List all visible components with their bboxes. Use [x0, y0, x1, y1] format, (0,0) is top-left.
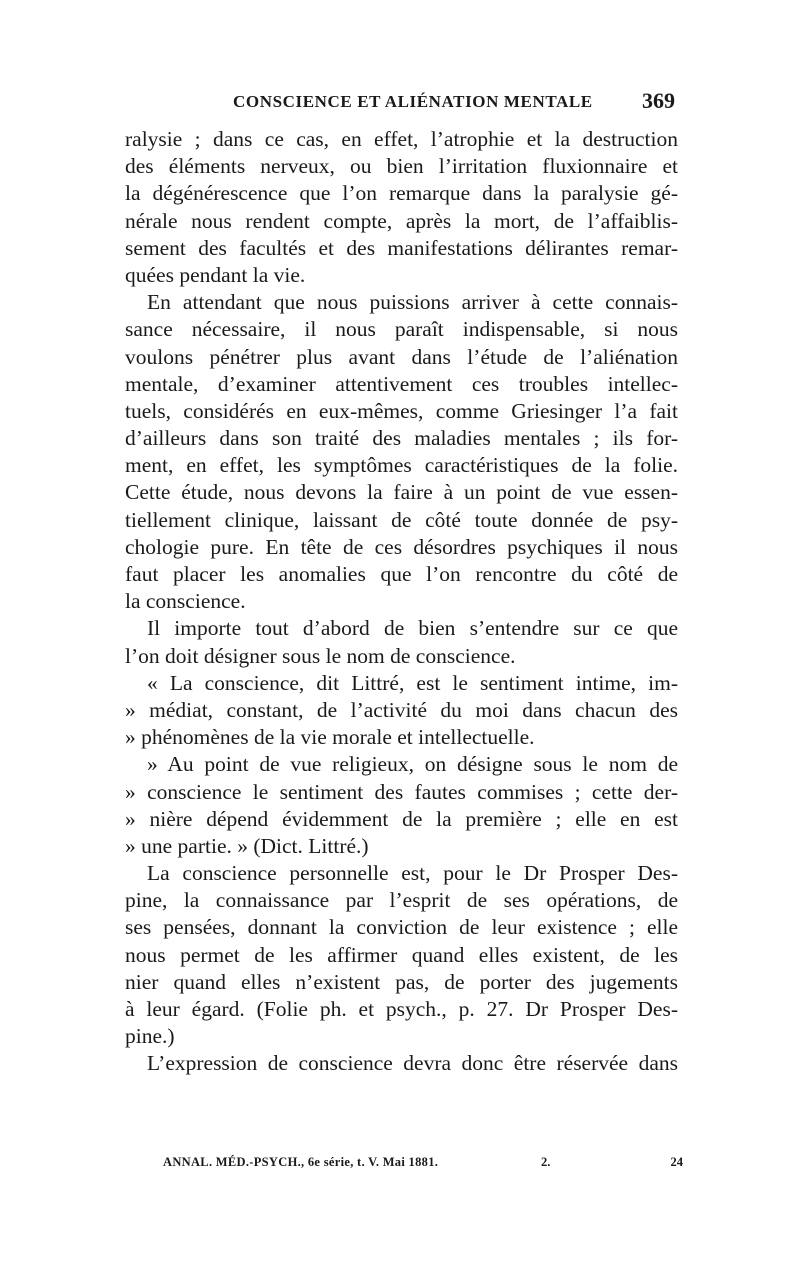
text-line: chologie pure. En tête de ces désordres psychiques il nous	[125, 534, 678, 559]
sheet-number: 2.	[541, 1155, 551, 1169]
page-number: 369	[642, 88, 675, 113]
text-line: sance nécessaire, il nous paraît indispensable, si nous	[125, 317, 678, 342]
text-line: ment, en effet, les symptômes caractéristiques de la folie.	[125, 453, 678, 478]
body-text	[125, 126, 678, 1078]
text-line: nérale nous rendent compte, après la mort, de l’affaiblis-	[125, 208, 678, 233]
text-line: nier quand elles n’existent pas, de porter des jugements	[125, 969, 678, 994]
text-line: la conscience.	[125, 589, 246, 614]
text-line: pine.)	[125, 1024, 175, 1049]
text-line: tiellement clinique, laissant de côté toute donnée de psy-	[125, 507, 678, 532]
text-line: à leur égard. (Folie ph. et psych., p. 27. Dr Prosper Des-	[125, 997, 678, 1021]
text-line: ralysie ; dans ce cas, en effet, l’atrophie et la destruction	[125, 127, 678, 151]
page-header	[125, 88, 675, 122]
text-line: quées pendant la vie.	[125, 262, 306, 287]
text-line: » conscience le sentiment des fautes commises ; cette der-	[125, 779, 678, 804]
text-line: tuels, considérés en eux-mêmes, comme Griesinger l’a fait	[125, 398, 678, 423]
sheet-page: 24	[670, 1155, 683, 1169]
text-line: Il importe tout d’abord de bien s’entendre sur ce que	[147, 616, 678, 641]
text-line: faut placer les anomalies que l’on rencontre du côté de	[125, 562, 678, 586]
page-footer	[163, 1155, 683, 1175]
text-line: pine, la connaissance par l’esprit de ses opérations, de	[125, 888, 678, 913]
text-line: nous permet de les affirmer quand elles existent, de les	[125, 942, 678, 967]
text-line: voulons pénétrer plus avant dans l’étude de l’aliénation	[125, 344, 678, 369]
text-line: Cette étude, nous devons la faire à un point de vue essen-	[125, 480, 678, 505]
text-line: « La conscience, dit Littré, est le sentiment intime, im-	[147, 670, 678, 695]
text-line: » phénomènes de la vie morale et intellectuelle.	[125, 725, 535, 750]
running-title: CONSCIENCE ET ALIÉNATION MENTALE	[233, 92, 593, 111]
text-line: la dégénérescence que l’on remarque dans la paralysie gé-	[125, 181, 678, 206]
text-line: » une partie. » (Dict. Littré.)	[125, 833, 369, 858]
text-line: En attendant que nous puissions arriver à cette connais-	[147, 290, 678, 315]
text-line: » nière dépend évidemment de la première ; elle en est	[125, 806, 678, 831]
text-line: des éléments nerveux, ou bien l’irritation fluxionnaire et	[125, 154, 678, 179]
text-line: La conscience personnelle est, pour le Dr Prosper Des-	[147, 861, 678, 886]
text-line: L’expression de conscience devra donc être réservée dans	[147, 1051, 678, 1076]
text-line: d’ailleurs dans son traité des maladies mentales ; ils for-	[125, 426, 678, 451]
text-line: » Au point de vue religieux, on désigne sous le nom de	[147, 752, 678, 777]
text-line: sement des facultés et des manifestations délirantes remar-	[125, 235, 678, 260]
text-line: » médiat, constant, de l’activité du moi dans chacun des	[125, 697, 678, 722]
text-line: mentale, d’examiner attentivement ces troubles intellec-	[125, 371, 678, 396]
text-line: l’on doit désigner sous le nom de conscience.	[125, 643, 516, 668]
journal-signature: ANNAL. MÉD.-PSYCH., 6e série, t. V. Mai 1881.	[163, 1155, 439, 1169]
text-line: ses pensées, donnant la conviction de leur existence ; elle	[125, 915, 678, 940]
